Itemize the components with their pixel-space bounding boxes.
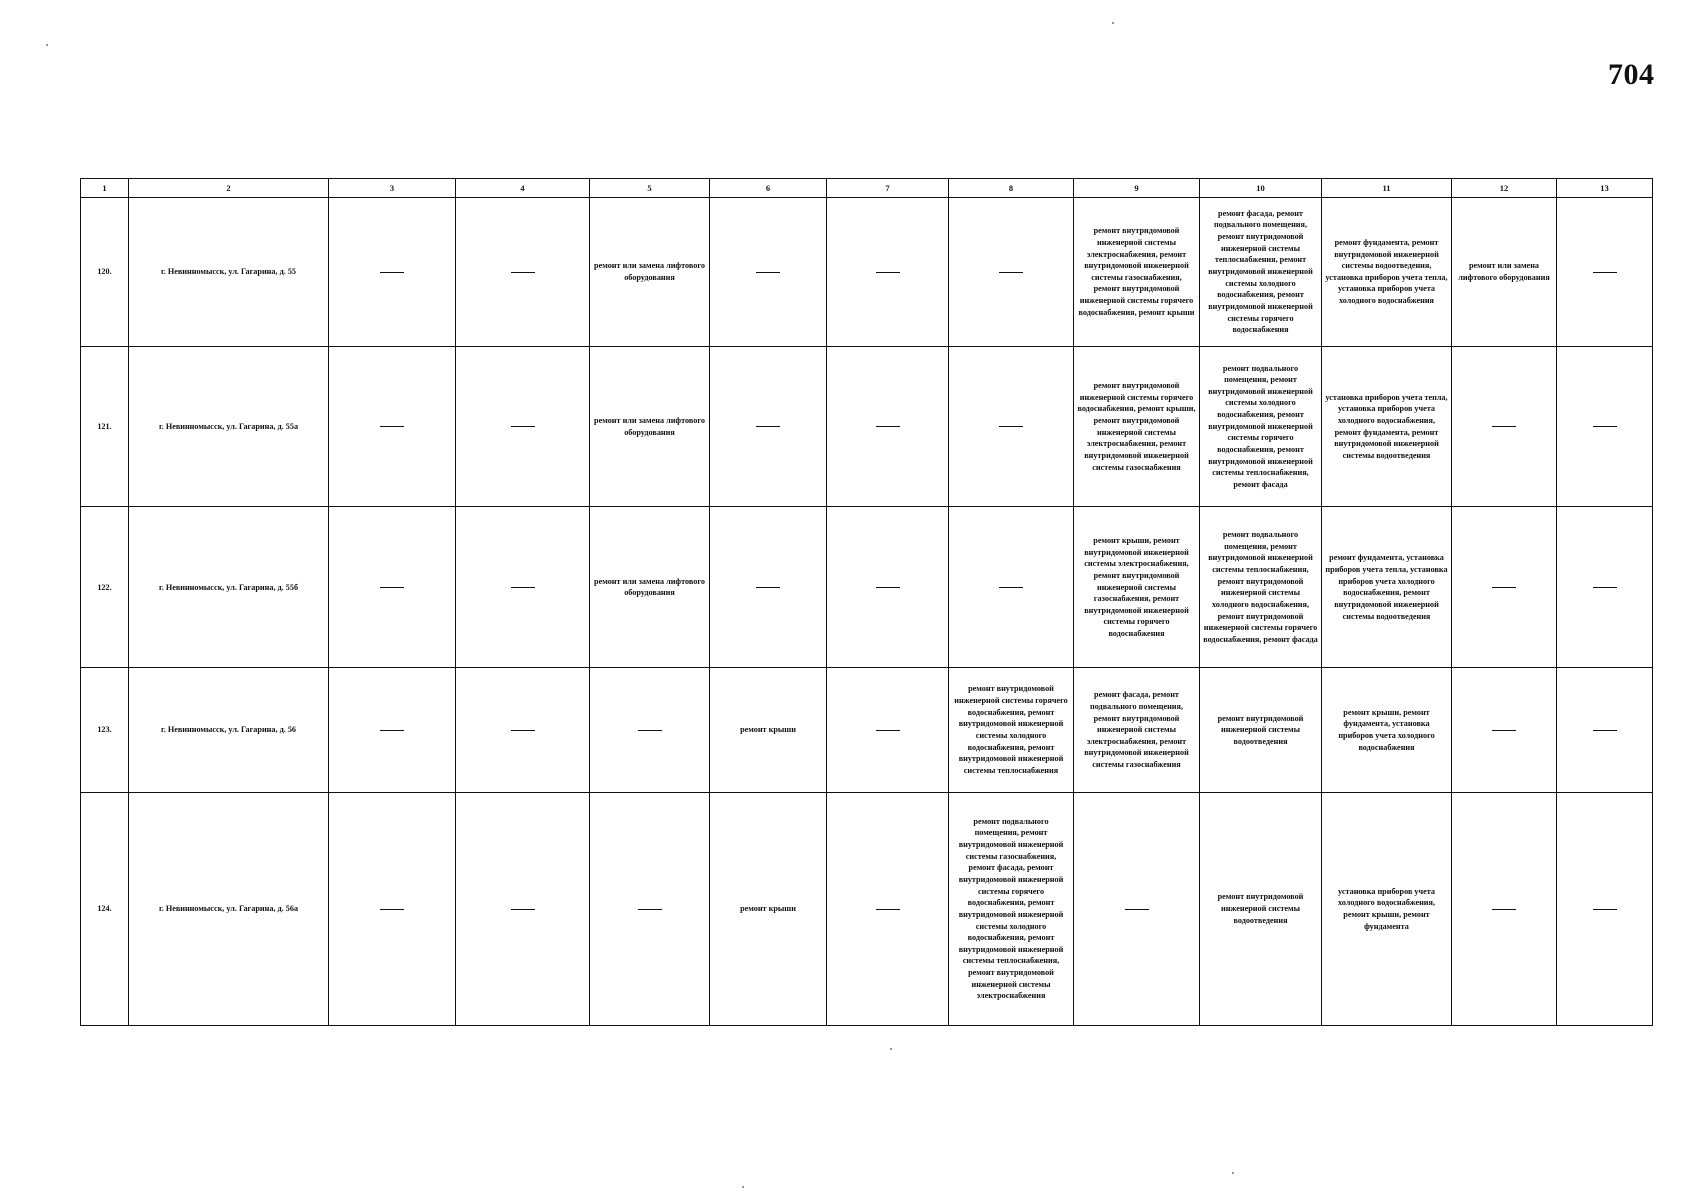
dash-mark xyxy=(999,587,1023,588)
dash-mark xyxy=(999,272,1023,273)
cell-text: ремонт или замена лифтового оборудования xyxy=(594,576,705,598)
address-cell xyxy=(129,507,329,668)
work-cell-col6 xyxy=(710,507,827,668)
work-cell-col7 xyxy=(827,507,949,668)
work-cell-col12 xyxy=(1452,507,1557,668)
work-cell-col11 xyxy=(1322,668,1452,793)
work-cell-col4 xyxy=(456,346,590,507)
work-cell-col10 xyxy=(1200,668,1322,793)
dash-mark xyxy=(511,909,535,910)
cell-text: г. Невинномысск, ул. Гагарина, д. 56а xyxy=(158,904,299,914)
column-header: 11 xyxy=(1322,179,1452,198)
dash-mark xyxy=(511,426,535,427)
column-header: 13 xyxy=(1557,179,1653,198)
work-cell-col12 xyxy=(1452,198,1557,347)
work-cell-col11 xyxy=(1322,792,1452,1025)
column-header: 8 xyxy=(949,179,1074,198)
table-row xyxy=(81,198,1653,347)
cell-text: г. Невинномысск, ул. Гагарина, д. 55б xyxy=(158,582,299,592)
table-row xyxy=(81,507,1653,668)
cell-text: ремонт подвального помещения, ремонт внутридомовой инженерной системы газоснабжения, ремонт фасада, ремонт внутридомовой инженерной системы горячего водоснабжения, ремонт внутридомовой инженерной системы холодного водоснабжения, ремонт внутридомовой инженерной системы теплоснабжения, ремонт внутридомовой инженерной системы электроснабжения xyxy=(958,816,1064,1001)
cell-text: ремонт внутридомовой инженерной системы электроснабжения, ремонт внутридомовой инженерной системы газоснабжения, ремонт внутридомовой инженерной системы горячего водоснабжения, ремонт крыши xyxy=(1078,226,1195,317)
work-cell-col5 xyxy=(590,792,710,1025)
dash-mark xyxy=(1593,730,1617,731)
column-header: 10 xyxy=(1200,179,1322,198)
work-cell-col4 xyxy=(456,507,590,668)
address-cell xyxy=(129,668,329,793)
dash-mark xyxy=(1492,730,1516,731)
cell-text: ремонт или замена лифтового оборудования xyxy=(594,261,705,282)
cell-text: 122. xyxy=(97,582,112,592)
cell-text: 124. xyxy=(97,904,112,914)
work-cell-col6 xyxy=(710,792,827,1025)
work-cell-col11 xyxy=(1322,346,1452,507)
dash-mark xyxy=(756,426,780,427)
work-cell-col5 xyxy=(590,346,710,507)
column-header: 4 xyxy=(456,179,590,198)
cell-text: 121. xyxy=(97,421,112,431)
work-cell-col4 xyxy=(456,792,590,1025)
work-cell-col8 xyxy=(949,792,1074,1025)
work-cell-col9 xyxy=(1074,792,1200,1025)
dash-mark xyxy=(511,272,535,273)
work-cell-col7 xyxy=(827,198,949,347)
table-row xyxy=(81,346,1653,507)
dash-mark xyxy=(876,730,900,731)
work-cell-col3 xyxy=(329,507,456,668)
work-cell-col7 xyxy=(827,792,949,1025)
work-cell-col3 xyxy=(329,792,456,1025)
cell-text: г. Невинномысск, ул. Гагарина, д. 56 xyxy=(160,725,297,735)
work-cell-col8 xyxy=(949,346,1074,507)
work-cell-col13 xyxy=(1557,346,1653,507)
cell-text: 120. xyxy=(97,267,112,277)
work-cell-col8 xyxy=(949,198,1074,347)
cell-text: ремонт подвального помещения, ремонт внутридомовой инженерной системы теплоснабжения, ремонт внутридомовой инженерной системы холодного водоснабжения, ремонт внутридомовой инженерной системы горячего водоснабжения, ремонт фасада xyxy=(1203,530,1318,644)
table-body xyxy=(81,198,1653,1026)
dash-mark xyxy=(1593,426,1617,427)
column-header: 6 xyxy=(710,179,827,198)
column-header: 7 xyxy=(827,179,949,198)
work-cell-col12 xyxy=(1452,792,1557,1025)
work-cell-col3 xyxy=(329,346,456,507)
work-cell-col7 xyxy=(827,668,949,793)
cell-text: ремонт фасада, ремонт подвального помещения, ремонт внутридомовой инженерной системы теплоснабжения, ремонт внутридомовой инженерной системы холодного водоснабжения, ремонт внутридомовой инженерной системы горячего водоснабжения xyxy=(1208,208,1313,335)
work-cell-col4 xyxy=(456,198,590,347)
row-number xyxy=(81,346,129,507)
column-header: 5 xyxy=(590,179,710,198)
cell-text: установка приборов учета холодного водоснабжения, ремонт крыши, ремонт фундамента xyxy=(1338,886,1435,931)
address-cell xyxy=(129,198,329,347)
cell-text: ремонт внутридомовой инженерной системы горячего водоснабжения, ремонт внутридомовой инженерной системы холодного водоснабжения, ремонт внутридомовой инженерной системы теплоснабжения xyxy=(954,684,1068,775)
dash-mark xyxy=(1593,587,1617,588)
scan-speck xyxy=(742,1186,744,1188)
work-cell-col13 xyxy=(1557,507,1653,668)
cell-text: установка приборов учета тепла, установка приборов учета холодного водоснабжения, ремонт фундамента, ремонт внутридомовой инженерной системы водоотведения xyxy=(1325,392,1448,460)
work-cell-col6 xyxy=(710,198,827,347)
work-cell-col11 xyxy=(1322,198,1452,347)
work-cell-col7 xyxy=(827,346,949,507)
dash-mark xyxy=(1492,426,1516,427)
work-cell-col11 xyxy=(1322,507,1452,668)
page-number: 704 xyxy=(1608,58,1655,91)
dash-mark xyxy=(380,272,404,273)
cell-text: ремонт внутридомовой инженерной системы водоотведения xyxy=(1217,892,1304,925)
dash-mark xyxy=(1492,587,1516,588)
dash-mark xyxy=(756,272,780,273)
address-cell xyxy=(129,346,329,507)
cell-text: ремонт фасада, ремонт подвального помещения, ремонт внутридомовой инженерной системы электроснабжения, ремонт внутридомовой инженерной системы газоснабжения xyxy=(1084,690,1189,770)
work-cell-col9 xyxy=(1074,198,1200,347)
work-cell-col10 xyxy=(1200,198,1322,347)
dash-mark xyxy=(511,730,535,731)
column-header: 1 xyxy=(81,179,129,198)
work-cell-col6 xyxy=(710,346,827,507)
dash-mark xyxy=(380,909,404,910)
cell-text: ремонт крыши xyxy=(740,725,796,735)
work-cell-col8 xyxy=(949,668,1074,793)
dash-mark xyxy=(876,272,900,273)
work-cell-col12 xyxy=(1452,668,1557,793)
dash-mark xyxy=(876,909,900,910)
work-cell-col9 xyxy=(1074,346,1200,507)
cell-text: г. Невинномысск, ул. Гагарина, д. 55 xyxy=(160,267,297,277)
dash-mark xyxy=(638,730,662,731)
work-cell-col3 xyxy=(329,198,456,347)
cell-text: ремонт внутридомовой инженерной системы горячего водоснабжения, ремонт крыши, ремонт внутридомовой инженерной системы электроснабжения, ремонт внутридомовой инженерной системы газоснабжения xyxy=(1077,381,1196,472)
scan-speck xyxy=(890,1048,892,1050)
cell-text: ремонт крыши, ремонт внутридомовой инженерной системы электроснабжения, ремонт внутридомовой инженерной системы газоснабжения, ремонт внутридомовой инженерной системы горячего водоснабжения xyxy=(1084,535,1189,639)
dash-mark xyxy=(999,426,1023,427)
dash-mark xyxy=(876,426,900,427)
row-number xyxy=(81,668,129,793)
table-row xyxy=(81,668,1653,793)
dash-mark xyxy=(380,730,404,731)
scan-speck xyxy=(1232,1172,1234,1174)
column-header: 3 xyxy=(329,179,456,198)
work-cell-col13 xyxy=(1557,792,1653,1025)
dash-mark xyxy=(876,587,900,588)
row-number xyxy=(81,198,129,347)
dash-mark xyxy=(380,587,404,588)
work-cell-col13 xyxy=(1557,198,1653,347)
cell-text: ремонт крыши, ремонт фундамента, установка приборов учета холодного водоснабжения xyxy=(1338,707,1435,752)
work-cell-col10 xyxy=(1200,792,1322,1025)
work-cell-col9 xyxy=(1074,668,1200,793)
cell-text: ремонт подвального помещения, ремонт внутридомовой инженерной системы холодного водоснабжения, ремонт внутридомовой инженерной системы горячего водоснабжения, ремонт внутридомовой инженерной системы теплоснабжения, ремонт фасада xyxy=(1208,363,1313,489)
column-header: 2 xyxy=(129,179,329,198)
scan-speck xyxy=(46,44,48,46)
work-cell-col9 xyxy=(1074,507,1200,668)
dash-mark xyxy=(380,426,404,427)
work-cell-col8 xyxy=(949,507,1074,668)
scan-speck xyxy=(1112,22,1114,24)
dash-mark xyxy=(1593,909,1617,910)
work-cell-col6 xyxy=(710,668,827,793)
dash-mark xyxy=(1492,909,1516,910)
cell-text: ремонт или замена лифтового оборудования xyxy=(594,415,705,437)
work-cell-col3 xyxy=(329,668,456,793)
dash-mark xyxy=(756,587,780,588)
repair-schedule-table xyxy=(80,178,1653,1026)
cell-text: ремонт фундамента, ремонт внутридомовой инженерной системы водоотведения, установка приборов учета тепла, установка приборов учета холодного водоснабжения xyxy=(1325,237,1448,306)
cell-text: ремонт внутридомовой инженерной системы водоотведения xyxy=(1217,713,1304,746)
work-cell-col4 xyxy=(456,668,590,793)
table-row xyxy=(81,792,1653,1025)
work-cell-col10 xyxy=(1200,507,1322,668)
column-header: 9 xyxy=(1074,179,1200,198)
work-cell-col5 xyxy=(590,668,710,793)
cell-text: г. Невинномысск, ул. Гагарина, д. 55а xyxy=(158,421,299,431)
work-cell-col10 xyxy=(1200,346,1322,507)
dash-mark xyxy=(1593,272,1617,273)
address-cell xyxy=(129,792,329,1025)
cell-text: ремонт или замена лифтового оборудования xyxy=(1458,261,1550,282)
cell-text: 123. xyxy=(97,725,112,735)
column-number-header xyxy=(81,179,1653,198)
cell-text: ремонт крыши xyxy=(740,904,796,914)
row-number xyxy=(81,507,129,668)
dash-mark xyxy=(638,909,662,910)
work-cell-col5 xyxy=(590,198,710,347)
row-number xyxy=(81,792,129,1025)
dash-mark xyxy=(1125,909,1149,910)
work-cell-col13 xyxy=(1557,668,1653,793)
cell-text: ремонт фундамента, установка приборов учета тепла, установка приборов учета холодного водоснабжения, ремонт внутридомовой инженерной системы водоотведения xyxy=(1325,553,1448,621)
work-cell-col5 xyxy=(590,507,710,668)
dash-mark xyxy=(511,587,535,588)
column-header: 12 xyxy=(1452,179,1557,198)
work-cell-col12 xyxy=(1452,346,1557,507)
